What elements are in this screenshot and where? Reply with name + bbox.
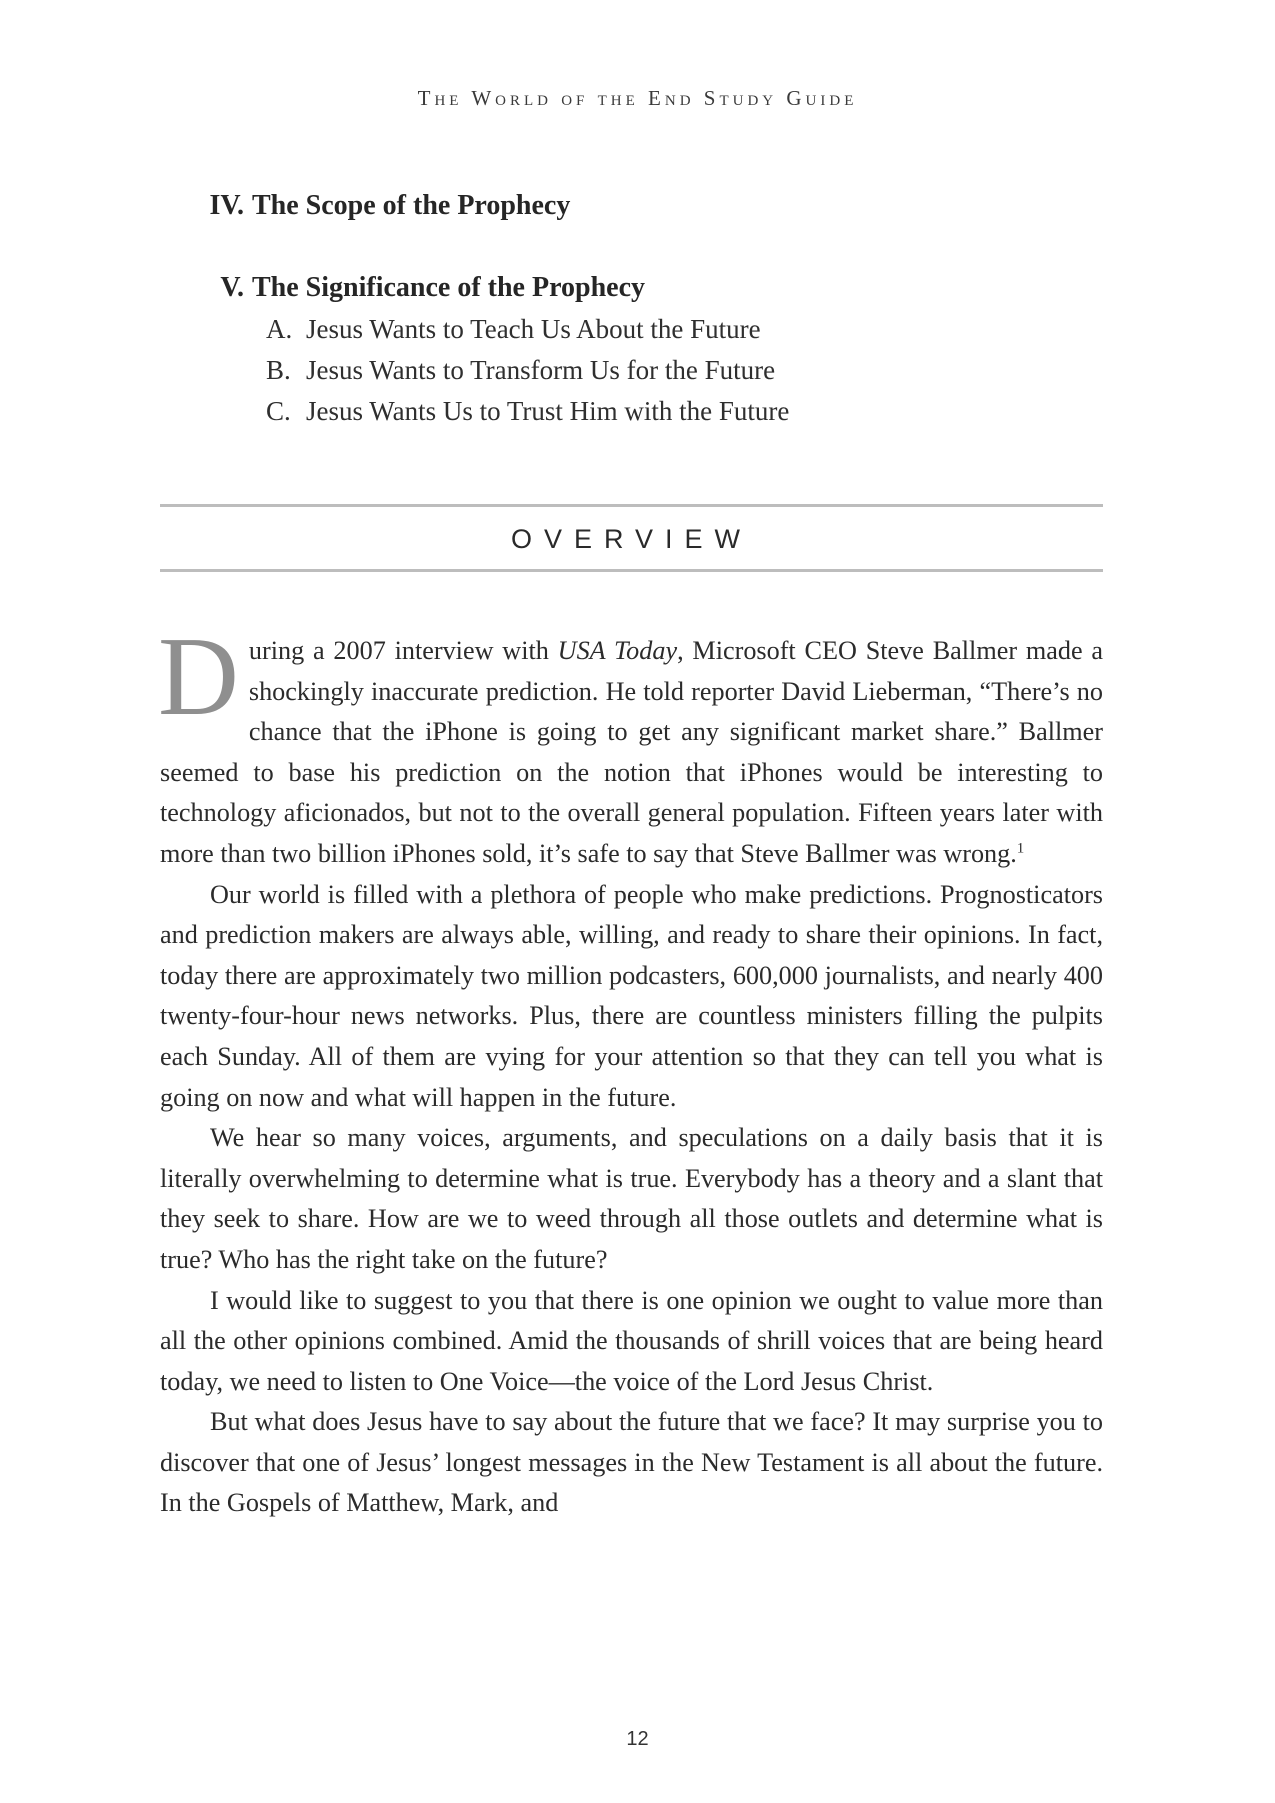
outline-number: IV.	[209, 190, 244, 221]
subitem-letter: B.	[266, 355, 291, 385]
paragraph: We hear so many voices, arguments, and speculations on a daily basis that it is literally overwhelming to determine what is true. Everybody has a theory and a slant that they seek to share. How are we to weed through all those outlets and determine what is true? Who has the right take on the future?	[160, 1123, 1103, 1274]
section-title: OVERVIEW	[510, 524, 753, 554]
paragraph: Our world is filled with a plethora of people who make predictions. Prognosticators and prediction makers are always able, willing, and ready to share their opinions. In fact, today there are approximately two million podcasters, 600,000 journalists, and nearly 400 twenty-four-hour news networks. Plus, there are countless ministers filling the pulpits each Sunday. All of them are vying for your attention so that they can tell you what is going on now and what will happen in the future.	[160, 879, 1103, 1112]
subitem-text: Jesus Wants Us to Trust Him with the Future	[306, 396, 790, 426]
publication-title: USA Today	[557, 636, 678, 665]
outline-heading-text: The Scope of the Prophecy	[252, 190, 571, 221]
subitem-text: Jesus Wants to Transform Us for the Future	[306, 355, 776, 385]
subitem-letter: A.	[266, 314, 293, 344]
page-number: 12	[626, 1728, 649, 1750]
outline-subitem-c	[266, 396, 789, 427]
body-text	[158, 615, 1103, 1524]
divider-top	[160, 504, 1103, 507]
subitem-text: Jesus Wants to Teach Us About the Future	[306, 314, 761, 344]
paragraph-text: uring a 2007 interview with	[248, 636, 558, 665]
running-head: The World of the End Study Guide	[417, 86, 858, 110]
paragraph: I would like to suggest to you that there is one opinion we ought to value more than all the other opinions combined. Amid the thousands of shrill voices that are being heard today, we need to listen to One Voice—the voice of the Lord Jesus Christ.	[160, 1285, 1103, 1396]
outline-heading-v	[196, 272, 645, 304]
paragraph-text: , Microsoft CEO Steve Ballmer made a shockingly inaccurate prediction. He told reporter David Lieberman, “There’s no chance that the iPhone is going to get any significant market share.” Ballmer seemed to base his prediction on the notion that iPhones would be interesting to technology aficionados, but not to the overall general population. Fifteen years later with more than two billion iPhones sold, it’s safe to say that Steve Ballmer was wrong.	[160, 636, 1103, 868]
outline-heading-text: The Significance of the Prophecy	[252, 272, 646, 303]
drop-cap: D	[158, 615, 239, 739]
outline-subitem-b	[266, 355, 775, 386]
paragraph: But what does Jesus have to say about the future that we face? It may surprise you to discover that one of Jesus’ longest messages in the New Testament is all about the future. In the Gospels of Matthew, Mark, and	[160, 1407, 1103, 1518]
divider-bottom	[160, 569, 1103, 572]
outline-subitem-a	[266, 314, 761, 345]
footnote-marker: 1	[1016, 840, 1025, 857]
paragraph	[158, 615, 1103, 875]
outline-heading-iv	[196, 190, 570, 222]
outline-number: V.	[220, 272, 244, 303]
subitem-letter: C.	[266, 396, 291, 426]
